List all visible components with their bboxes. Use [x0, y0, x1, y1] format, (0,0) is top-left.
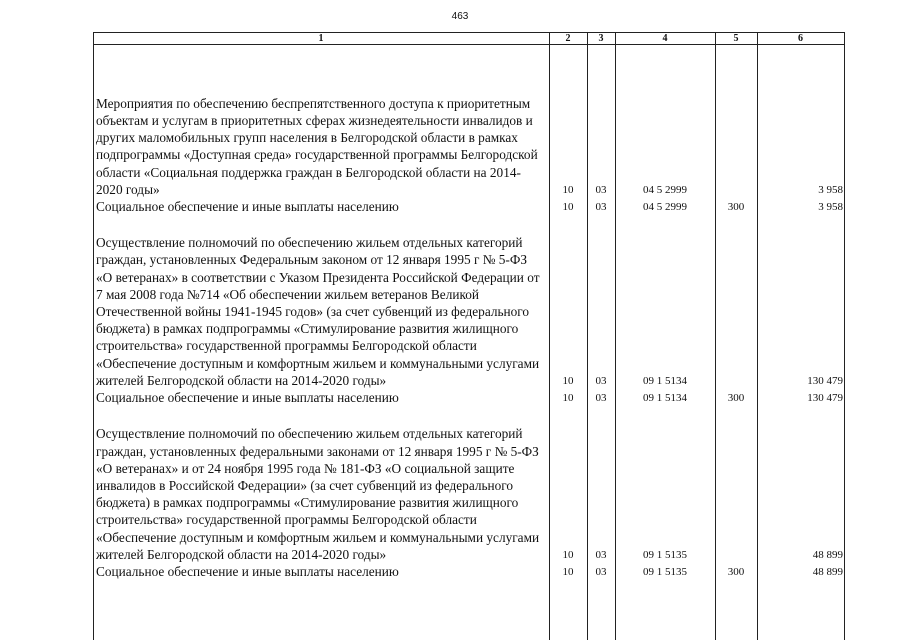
page-number: 463 — [451, 11, 469, 22]
csr-cell: 09 1 5134 — [643, 375, 687, 387]
razdel-cell: 10 — [562, 184, 574, 196]
vr-cell: 300 — [727, 201, 745, 213]
table-row — [93, 389, 845, 406]
csr-cell: 04 5 2999 — [643, 184, 687, 196]
row-description: Социальное обеспечение и иные выплаты населению — [96, 198, 399, 214]
podrazdel-cell: 03 — [595, 566, 607, 578]
csr-cell: 09 1 5135 — [643, 566, 687, 578]
csr-cell: 09 1 5135 — [643, 549, 687, 561]
header-col-4: 4 — [662, 33, 668, 44]
header-col-5: 5 — [733, 33, 739, 44]
row-description: Мероприятия по обеспечению беспрепятственного доступа к приоритетным объектам и услугам в приоритетных сферах жизнедеятельности инвалидов и других маломобильных групп населения в Белгородской области в рамках подпрограммы «Доступная среда» государственной программы Белгородской области «Социальная поддержка граждан в Белгородской области на 2014-2020 годы» — [96, 95, 538, 197]
vr-cell: 300 — [727, 566, 745, 578]
row-description: Социальное обеспечение и иные выплаты населению — [96, 563, 399, 579]
razdel-cell: 10 — [562, 566, 574, 578]
razdel-cell: 10 — [562, 201, 574, 213]
table-row — [93, 62, 845, 198]
sum-cell: 3 958 — [818, 184, 843, 196]
header-col-1: 1 — [318, 33, 324, 44]
podrazdel-cell: 03 — [595, 549, 607, 561]
row-description: Осуществление полномочий по обеспечению жильем отдельных категорий граждан, установленных федеральными законами от 12 января 1995 г № 5-ФЗ «О ветеранах» и от 24 ноября 1995 года № 181-ФЗ «О социальной защите инвалидов в Российской Федерации» (за счет субвенций из федерального бюджета) в рамках подпрограммы «Стимулирование развития жилищного строительства» государственной программы Белгородской области «Обеспечение доступным и комфортным жильем и коммунальными услугами жителей Белгородской области на 2014-2020 годы» — [96, 426, 540, 562]
table-row — [93, 563, 845, 580]
budget-table — [93, 32, 845, 640]
row-description: Осуществление полномочий по обеспечению жильем отдельных категорий граждан, установленных Федеральным законом от 12 января 1995 г № 5-ФЗ «О ветеранах» в соответствии с Указом Президента Российской Федерации от 7 мая 2008 года №714 «Об обеспечении жильем ветеранов Великой Отечественной войны 1941-1945 годов» (за счет субвенций из федерального бюджета) в рамках подпрограммы «Стимулирование развития жилищного строительства» государственной программы Белгородской области «Обеспечение доступным и комфортным жильем и коммунальными услугами жителей Белгородской области на 2014-2020 годы» — [96, 235, 540, 388]
podrazdel-cell: 03 — [595, 375, 607, 387]
header-col-6: 6 — [798, 33, 803, 44]
sum-cell: 3 958 — [818, 201, 843, 213]
header-col-3: 3 — [598, 33, 604, 44]
table-row — [93, 217, 845, 389]
csr-cell: 09 1 5134 — [643, 392, 687, 404]
table-row — [93, 408, 845, 563]
podrazdel-cell: 03 — [595, 392, 607, 404]
header-col-2: 2 — [565, 33, 571, 44]
razdel-cell: 10 — [562, 549, 574, 561]
vr-cell: 300 — [727, 392, 745, 404]
row-description: Социальное обеспечение и иные выплаты населению — [96, 389, 399, 405]
sum-cell: 48 899 — [812, 566, 843, 578]
razdel-cell: 10 — [562, 375, 574, 387]
header-bottom-border — [93, 44, 845, 45]
razdel-cell: 10 — [562, 392, 574, 404]
table-row — [93, 198, 845, 215]
podrazdel-cell: 03 — [595, 184, 607, 196]
sum-cell: 130 479 — [807, 375, 843, 387]
csr-cell: 04 5 2999 — [643, 201, 687, 213]
sum-cell: 130 479 — [807, 392, 843, 404]
podrazdel-cell: 03 — [595, 201, 607, 213]
sum-cell: 48 899 — [812, 549, 843, 561]
